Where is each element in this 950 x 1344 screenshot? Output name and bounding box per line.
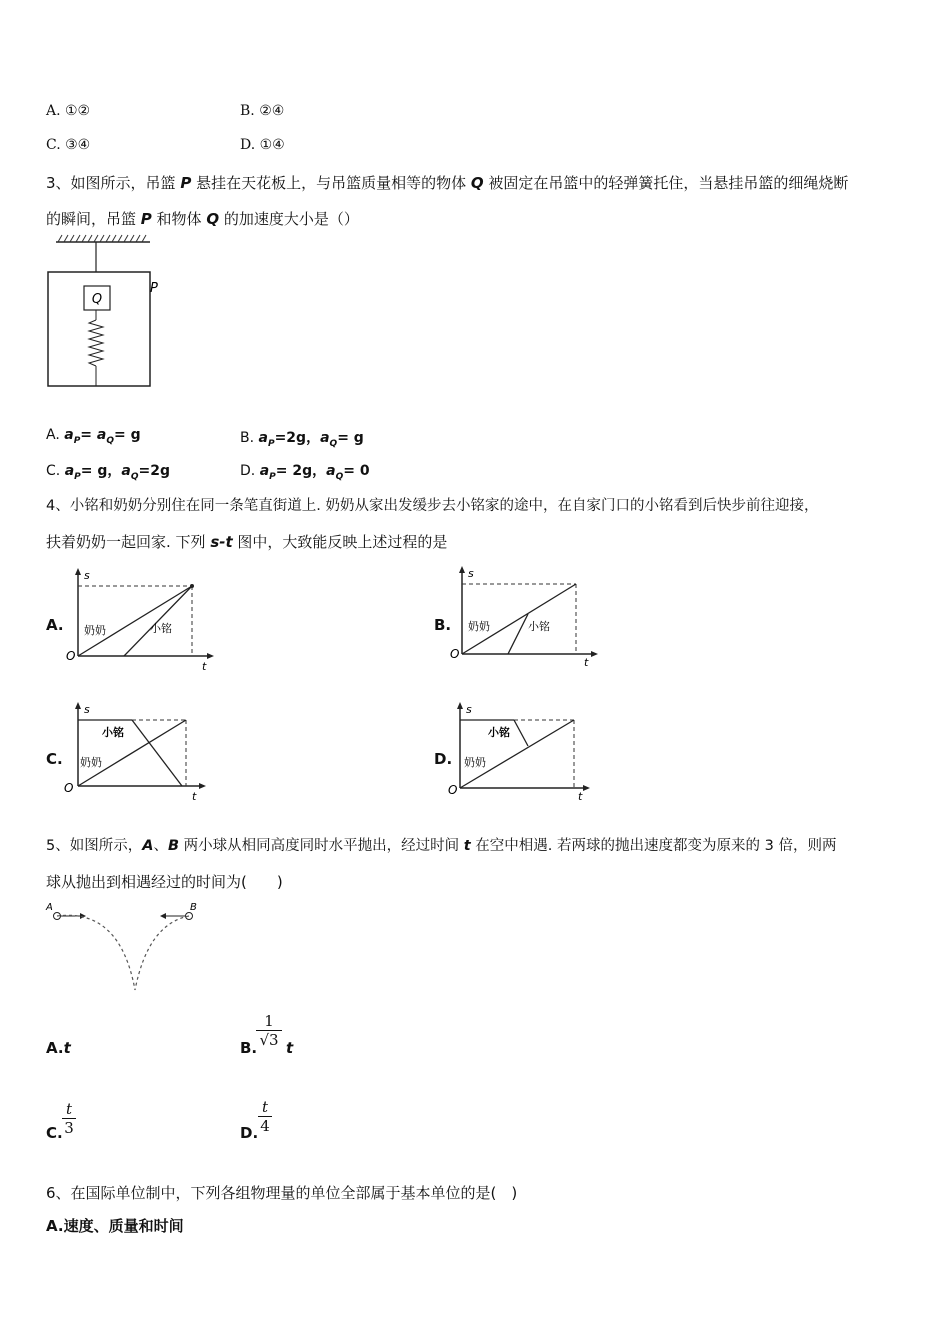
spring [89, 320, 103, 366]
q3-option-d: D. $a_P= 2g$，$a_Q= 0$ [240, 463, 370, 482]
q3-stem-line1: 3、如图所示，吊篮 P 悬挂在天花板上，与吊篮质量相等的物体 Q 被固定在吊篮中的轻弹簧托住，当悬挂吊篮的细绳烧断 [46, 174, 849, 192]
svg-text:A: A [46, 902, 53, 913]
q5-option-b-prefix: B. [240, 1039, 258, 1057]
svg-text:奶奶: 奶奶 [84, 624, 106, 637]
q5-option-d-fraction: t 4 [258, 1098, 272, 1135]
q4-label-b: B. [434, 616, 452, 634]
q4-graph-d [444, 700, 604, 806]
q3-basket-figure [40, 232, 180, 394]
q4-graph-a [62, 566, 222, 672]
svg-text:小铭: 小铭 [488, 726, 510, 739]
q4-stem-line2: 扶着奶奶一起回家. 下列 s-t 图中，大致能反映上述过程的是 [46, 533, 448, 551]
q5-option-a: A.t [46, 1039, 71, 1057]
q6-option-a: A.速度、质量和时间 [46, 1217, 184, 1235]
q4-label-a: A. [46, 616, 64, 634]
q5-option-b-fraction: 1 √3 [256, 1012, 282, 1049]
q4-label-c: C. [46, 750, 63, 768]
q4-graph-b [446, 564, 606, 670]
q5-projectile-figure [40, 898, 210, 998]
svg-text:奶奶: 奶奶 [468, 620, 490, 633]
svg-text:s: s [84, 703, 90, 716]
q5-option-c-fraction: t 3 [62, 1100, 76, 1137]
q4-graph-c [62, 700, 222, 806]
svg-text:O: O [450, 647, 460, 661]
svg-text:t: t [192, 790, 197, 803]
svg-text:t: t [584, 656, 589, 669]
svg-text:奶奶: 奶奶 [80, 756, 102, 769]
svg-text:O: O [64, 781, 74, 795]
svg-text:t: t [202, 660, 207, 672]
q5-option-c-prefix: C. [46, 1124, 63, 1142]
q3-stem-line2: 的瞬间，吊篮 P 和物体 Q 的加速度大小是（） [46, 210, 359, 228]
svg-text:小铭: 小铭 [102, 726, 124, 739]
svg-text:s: s [468, 567, 474, 580]
q4-stem-line1: 4、小铭和奶奶分别住在同一条笔直街道上. 奶奶从家出发缓步去小铭家的途中，在自家门口的小铭看到后快步前往迎接， [46, 498, 819, 514]
svg-text:O: O [448, 783, 458, 797]
q5-option-b-t: t [286, 1039, 294, 1057]
q2-option-d: D. ①④ [240, 137, 285, 153]
q2-option-b: B. ②④ [240, 103, 285, 119]
svg-text:s: s [466, 703, 472, 716]
svg-text:t: t [578, 790, 583, 803]
q4-label-d: D. [434, 750, 453, 768]
svg-text:O: O [66, 649, 76, 663]
p-label: P [150, 281, 158, 296]
svg-text:奶奶: 奶奶 [464, 756, 486, 769]
q5-stem-line2: 球从抛出到相遇经过的时间为( ) [46, 873, 283, 891]
q2-option-c: C. ③④ [46, 137, 91, 153]
q3-option-b: B. $a_P=2g$，$a_Q= g$ [240, 430, 364, 449]
svg-text:s: s [84, 569, 90, 582]
svg-text:小铭: 小铭 [150, 622, 172, 635]
q3-option-c: C. $a_P= g$，$a_Q=2g$ [46, 463, 170, 482]
q5-stem-line1: 5、如图所示，A、B 两小球从相同高度同时水平抛出，经过时间 t 在空中相遇. 若两球的抛出速度都变为原来的 3 倍，则两 [46, 838, 837, 854]
q3-option-a: A. $a_P= a_Q= g$ [46, 427, 141, 446]
svg-text:B: B [190, 902, 197, 913]
q5-option-d-prefix: D. [240, 1124, 259, 1142]
q2-option-a: A. ①② [46, 103, 91, 119]
svg-text:小铭: 小铭 [528, 620, 550, 633]
q-block-label: Q [91, 292, 103, 307]
q6-stem: 6、在国际单位制中，下列各组物理量的单位全部属于基本单位的是( ) [46, 1184, 518, 1202]
